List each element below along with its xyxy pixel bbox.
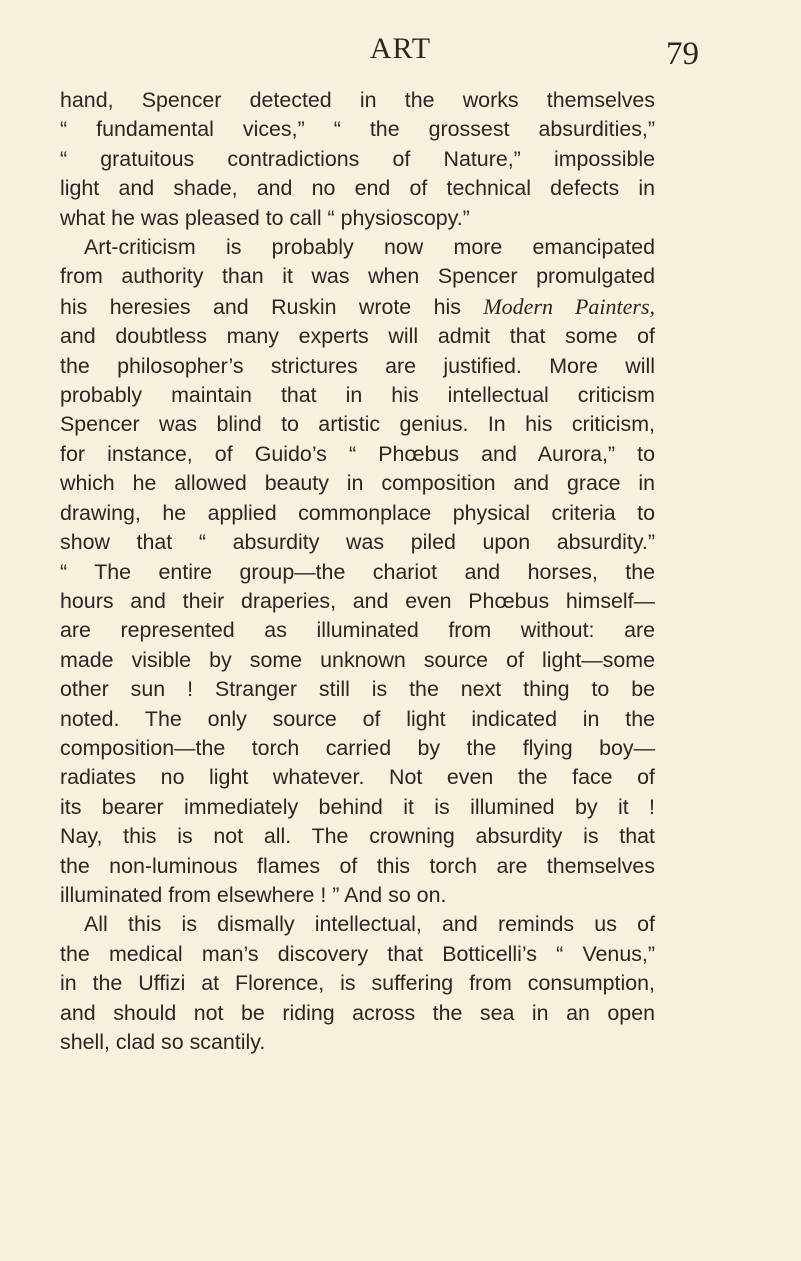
text-line: “ gratuitous contradictions of Nature,” impossible xyxy=(60,146,655,171)
text-line: show that “ absurdity was piled upon absurdity.” xyxy=(60,530,655,555)
text-line: illuminated from elsewhere ! ” And so on. xyxy=(60,882,447,907)
text-line: the philosopher’s strictures are justified. More will xyxy=(60,353,655,378)
text-run: his heresies and Ruskin wrote his xyxy=(60,294,484,319)
text-line: light and shade, and no end of technical defects in xyxy=(60,176,655,201)
text-line: which he allowed beauty in composition and grace in xyxy=(60,471,655,496)
text-line: from authority than it was when Spencer promulgated xyxy=(60,264,655,289)
text-line: other sun ! Stranger still is the next thing to be xyxy=(60,677,655,702)
running-title: ART xyxy=(369,32,432,65)
text-line xyxy=(60,292,655,322)
text-line: made visible by some unknown source of light—some xyxy=(60,647,655,672)
text-line: the non-luminous flames of this torch are themselves xyxy=(60,853,655,878)
text-line: Art-criticism is probably now more emancipated xyxy=(84,235,655,260)
text-line: shell, clad so scantily. xyxy=(60,1030,266,1054)
text-line: the medical man’s discovery that Botticelli’s “ Venus,” xyxy=(60,941,655,966)
page-number: 79 xyxy=(666,36,699,72)
text-line: composition—the torch carried by the flying boy— xyxy=(60,735,655,760)
text-line: probably maintain that in his intellectual criticism xyxy=(60,383,655,408)
book-title: Modern Painters, xyxy=(483,293,656,319)
text-line: “ The entire group—the chariot and horses, the xyxy=(60,559,655,584)
text-line: noted. The only source of light indicated in the xyxy=(60,706,655,731)
text-line: and doubtless many experts will admit that some of xyxy=(60,324,655,349)
text-line: radiates no light whatever. Not even the face of xyxy=(60,765,655,790)
text-line: what he was pleased to call “ physioscopy.” xyxy=(60,205,470,230)
text-line: and should not be riding across the sea in an open xyxy=(60,1000,655,1025)
text-line: hand, Spencer detected in the works themselves xyxy=(60,88,655,112)
text-line: hours and their draperies, and even Phœbus himself— xyxy=(60,588,655,613)
running-head xyxy=(0,32,801,72)
paragraph-1 xyxy=(60,86,655,233)
text-line: All this is dismally intellectual, and reminds us of xyxy=(84,912,655,937)
text-line: drawing, he applied commonplace physical criteria to xyxy=(60,500,655,525)
text-line: are represented as illuminated from without: are xyxy=(60,618,655,643)
text-line: Nay, this is not all. The crowning absurdity is that xyxy=(60,824,655,849)
paragraph-3 xyxy=(60,910,655,1057)
text-line: for instance, of Guido’s “ Phœbus and Aurora,” to xyxy=(60,441,655,466)
paragraph-2 xyxy=(60,233,655,910)
text-line: “ fundamental vices,” “ the grossest absurdities,” xyxy=(60,117,655,142)
text-line: in the Uffizi at Florence, is suffering from consumption, xyxy=(60,971,655,996)
text-line: Spencer was blind to artistic genius. In his criticism, xyxy=(60,412,655,437)
text-line: its bearer immediately behind it is illumined by it ! xyxy=(60,794,655,819)
body-text xyxy=(60,86,655,1057)
